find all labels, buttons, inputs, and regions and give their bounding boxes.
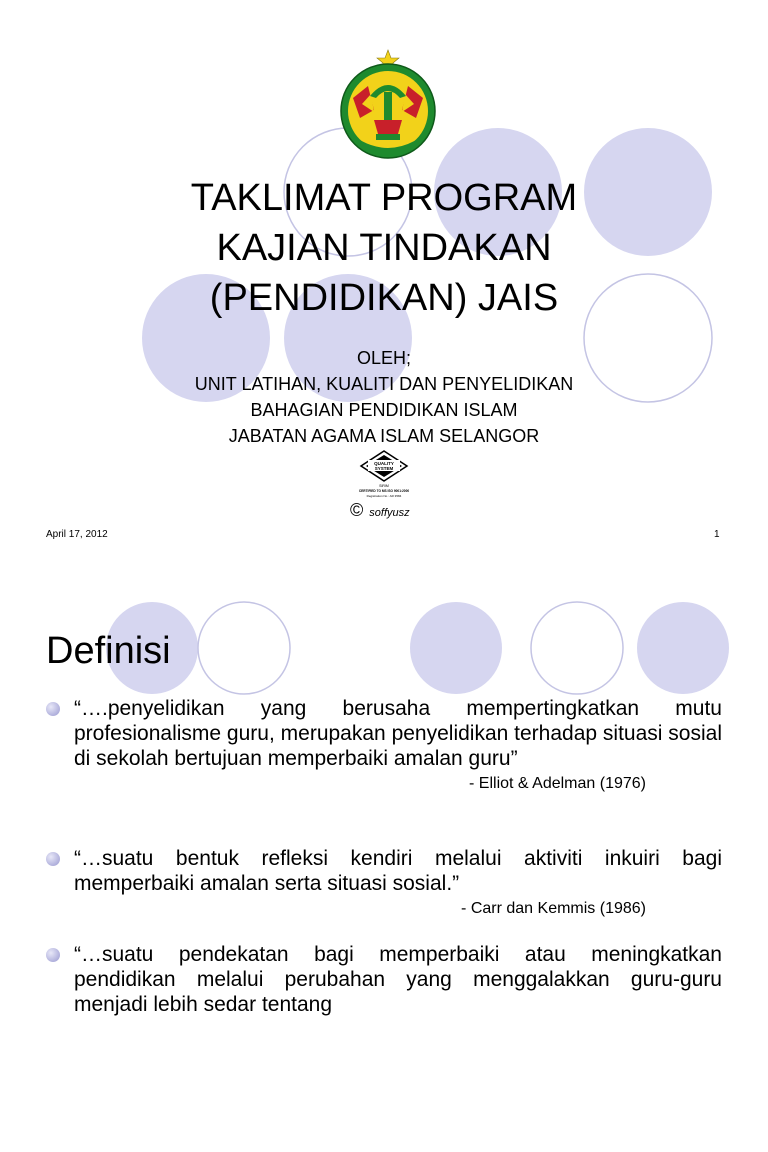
copyright-author: soffyusz — [369, 507, 410, 519]
definition-citation: - Carr dan Kemmis (1986) — [461, 900, 646, 917]
footer-date: April 17, 2012 — [46, 529, 108, 540]
definition-item — [46, 846, 722, 920]
definition-item — [46, 696, 722, 795]
definition-text: “…suatu pendekatan bagi memperbaiki atau meningkatkan pendidikan melalui perubahan yang menggalakkan guru-guru menjadi lebih sedar tentang — [74, 943, 722, 1016]
byline-line: OLEH; — [356, 348, 412, 368]
svg-text:SIRIM: SIRIM — [379, 484, 389, 488]
definition-text: “….penyelidikan yang berusaha mempertingkatkan mutu profesionalisme guru, merupakan penyelidikan terhadap situasi sosial di sekolah bertujuan memperbaiki amalan guru” — [74, 697, 722, 770]
svg-text:CERTIFIED TO MS ISO 9001:2000: CERTIFIED TO MS ISO 9001:2000 — [358, 489, 410, 493]
deco-circle — [531, 602, 623, 694]
page-number: 1 — [714, 529, 720, 540]
svg-text:Registration No : AR 3584: Registration No : AR 3584 — [366, 494, 402, 498]
slide-heading: Definisi — [46, 630, 171, 672]
title-line: KAJIAN TINDAKAN — [216, 227, 552, 269]
bullet-icon — [46, 852, 60, 866]
svg-text:QUALITY: QUALITY — [374, 461, 394, 466]
definition-text: “…suatu bentuk refleksi kendiri melalui aktiviti inkuiri bagi memperbaiki amalan serta situasi sosial.” — [74, 847, 722, 895]
copyright-mark — [350, 500, 410, 521]
crest-logo — [338, 48, 438, 163]
bullet-icon — [46, 948, 60, 962]
deco-circle — [410, 602, 502, 694]
slide-title — [0, 173, 768, 323]
svg-text:SYSTEM: SYSTEM — [374, 466, 394, 471]
title-line: TAKLIMAT PROGRAM — [190, 177, 578, 219]
quality-system-logo — [345, 450, 423, 500]
definition-citation: - Elliot & Adelman (1976) — [469, 775, 646, 792]
deco-circle — [637, 602, 729, 694]
byline-line: BAHAGIAN PENDIDIKAN ISLAM — [250, 400, 518, 420]
byline-line: UNIT LATIHAN, KUALITI DAN PENYELIDIKAN — [194, 374, 574, 394]
copyright-symbol: © — [350, 500, 364, 520]
title-line: (PENDIDIKAN) JAIS — [209, 277, 559, 319]
byline-line: JABATAN AGAMA ISLAM SELANGOR — [228, 426, 540, 446]
definition-slide — [0, 576, 768, 1152]
bullet-icon — [46, 702, 60, 716]
definition-item — [46, 942, 722, 1017]
byline — [0, 345, 768, 449]
deco-circle — [198, 602, 290, 694]
